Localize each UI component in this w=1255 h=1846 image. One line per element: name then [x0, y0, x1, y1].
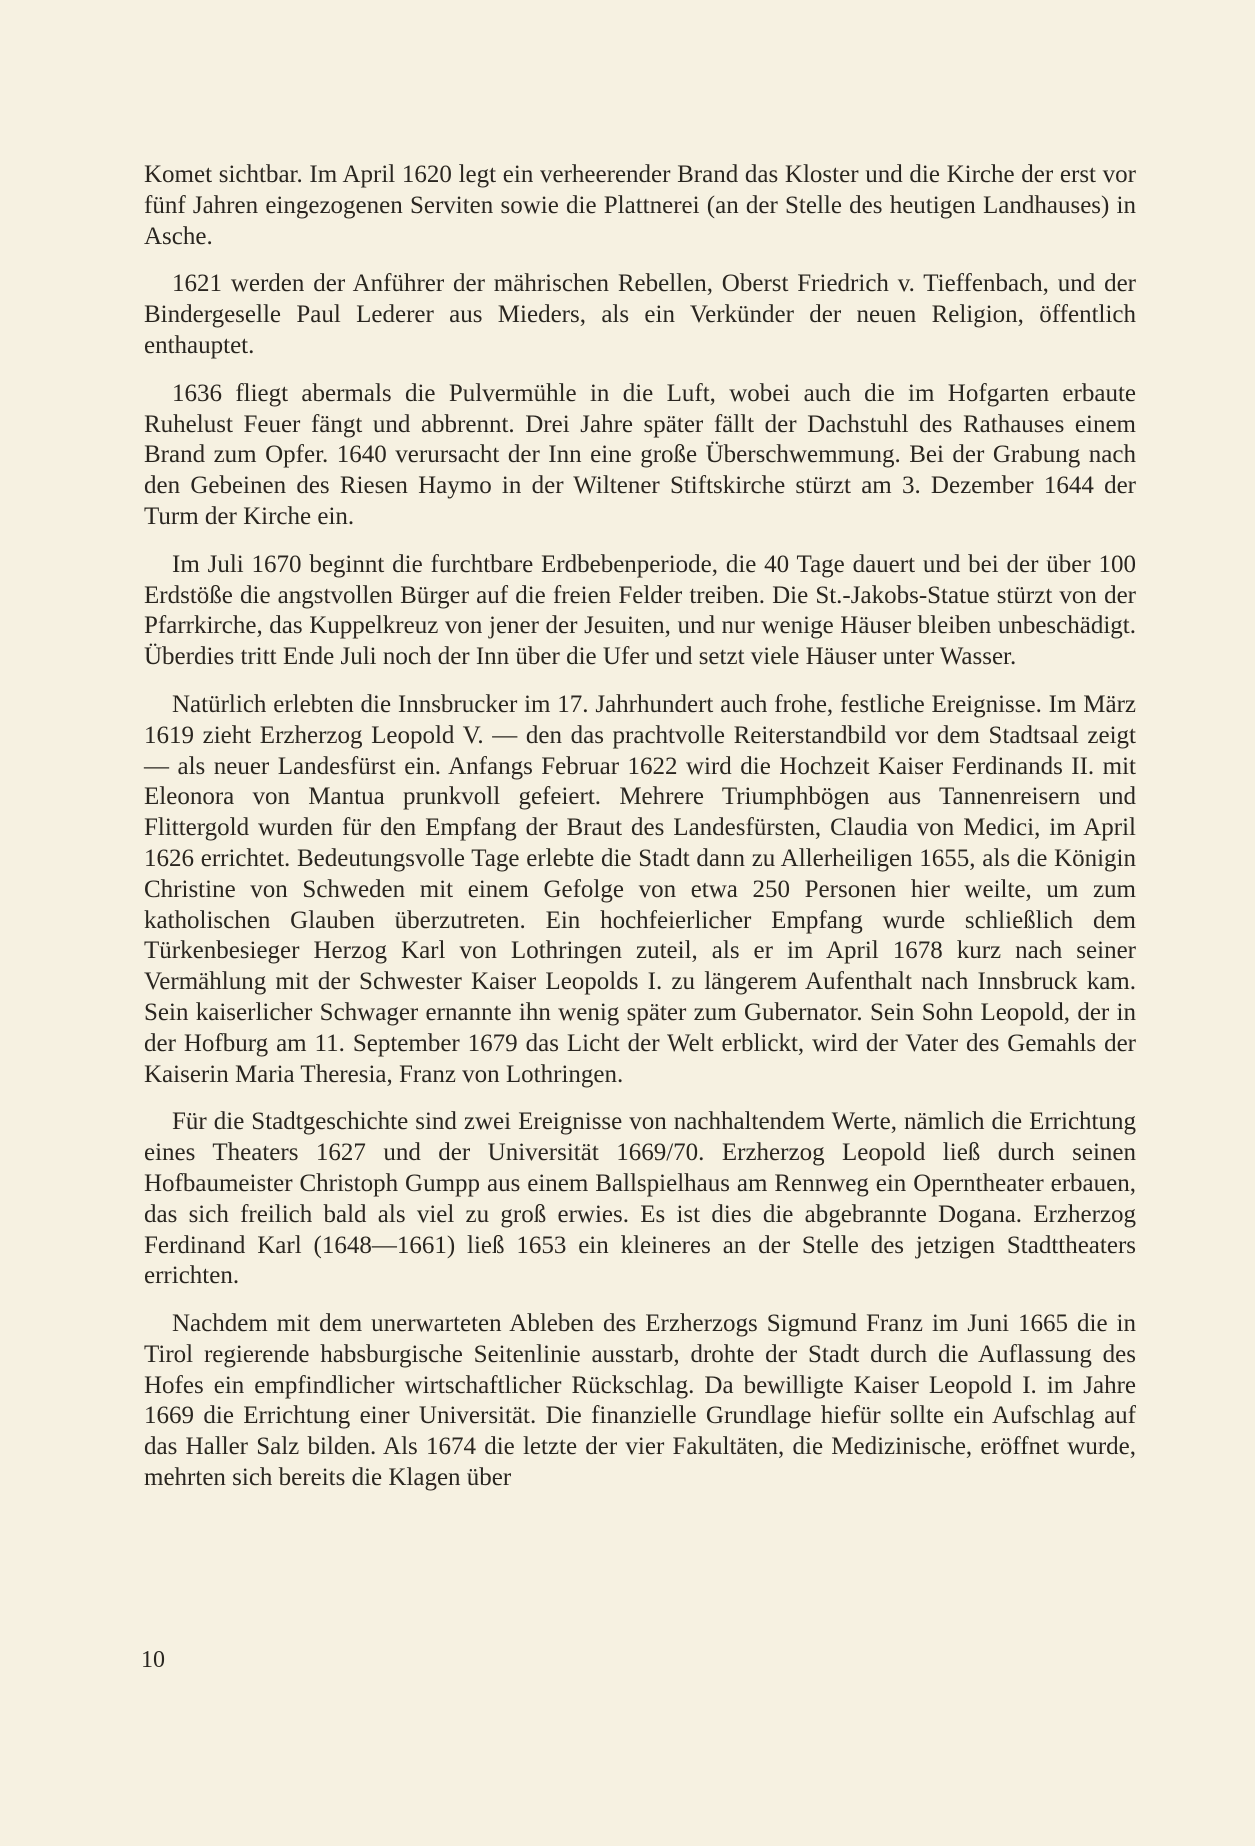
- paragraph: Komet sichtbar. Im April 1620 legt ein verheerender Brand das Kloster und die Kirche der erst vor fünf Jahren eingezogenen Serviten sowie die Plattnerei (an der Stelle des heutigen Landhauses) in Asche.: [144, 161, 1136, 250]
- paragraph: Für die Stadtgeschichte sind zwei Ereignisse von nachhaltendem Werte, nämlich die Errichtung eines Theaters 1627 und der Universität 1669/70. Erzherzog Leopold ließ durch seinen Hofbaumeister Christoph Gumpp aus einem Ballspielhaus am Rennweg ein Operntheater erbauen, das sich freilich bald als viel zu groß erwies. Es ist dies die abgebrannte Dogana. Erzherzog Ferdinand Karl (1648—1661) ließ 1653 ein kleineres an der Stelle des jetzigen Stadttheaters errichten.: [144, 1108, 1136, 1290]
- paragraph: 1636 fliegt abermals die Pulvermühle in die Luft, wobei auch die im Hofgarten erbaute Ruhelust Feuer fängt und abbrennt. Drei Jahre später fällt der Dachstuhl des Rathauses einem Brand zum Opfer. 1640 verursacht der Inn eine große Überschwemmung. Bei der Grabung nach den Gebeinen des Riesen Haymo in der Wiltener Stiftskirche stürzt am 3. Dezember 1644 der Turm der Kirche ein.: [144, 379, 1136, 530]
- paragraph: Im Juli 1670 beginnt die furchtbare Erdbebenperiode, die 40 Tage dauert und bei der über 100 Erdstöße die angstvollen Bürger auf die freien Felder treiben. Die St.-Jakobs-Statue stürzt von der Pfarrkirche, das Kuppelkreuz von jener der Jesuiten, und nur wenige Häuser bleiben unbeschädigt. Überdies tritt Ende Juli noch der Inn über die Ufer und setzt viele Häuser unter Wasser.: [144, 550, 1136, 671]
- page-number: 10: [141, 1647, 165, 1673]
- paragraph: Natürlich erlebten die Innsbrucker im 17. Jahrhundert auch frohe, festliche Ereignisse. Im März 1619 zieht Erzherzog Leopold V. — den das prachtvolle Reiterstandbild vor dem Stadtsaal zeigt — als neuer Landesfürst ein. Anfangs Februar 1622 wird die Hochzeit Kaiser Ferdinands II. mit Eleonora von Mantua prunkvoll gefeiert. Mehrere Triumphbögen aus Tannenreisern und Flittergold wurden für den Empfang der Braut des Landesfürsten, Claudia von Medici, im April 1626 errichtet. Bedeutungsvolle Tage erlebte die Stadt dann zu Allerheiligen 1655, als die Königin Christine von Schweden mit einem Gefolge von etwa 250 Personen hier weilte, um zum katholischen Glauben überzutreten. Ein hochfeierlicher Empfang wurde schließlich dem Türkenbesieger Herzog Karl von Lothringen zuteil, als er im April 1678 kurz nach seiner Vermählung mit der Schwester Kaiser Leopolds I. zu längerem Aufenthalt nach Innsbruck kam. Sein kaiserlicher Schwager ernannte ihn wenig später zum Gubernator. Sein Sohn Leopold, der in der Hofburg am 11. September 1679 das Licht der Welt erblickt, wird der Vater des Gemahls der Kaiserin Maria Theresia, Franz von Lothringen.: [144, 690, 1136, 1088]
- paragraph: Nachdem mit dem unerwarteten Ableben des Erzherzogs Sigmund Franz im Juni 1665 die in Tirol regierende habsburgische Seitenlinie ausstarb, drohte der Stadt durch die Auflassung des Hofes ein empfindlicher wirtschaftlicher Rückschlag. Da bewilligte Kaiser Leopold I. im Jahre 1669 die Errichtung einer Universität. Die finanzielle Grundlage hiefür sollte ein Aufschlag auf das Haller Salz bilden. Als 1674 die letzte der vier Fakultäten, die Medizinische, eröffnet wurde, mehrten sich bereits die Klagen über: [144, 1310, 1136, 1492]
- paragraph: 1621 werden der Anführer der mährischen Rebellen, Oberst Friedrich v. Tieffenbach, und der Bindergeselle Paul Lederer aus Mieders, als ein Verkünder der neuen Religion, öffentlich enthauptet.: [144, 270, 1136, 359]
- body-text: [144, 160, 1136, 1511]
